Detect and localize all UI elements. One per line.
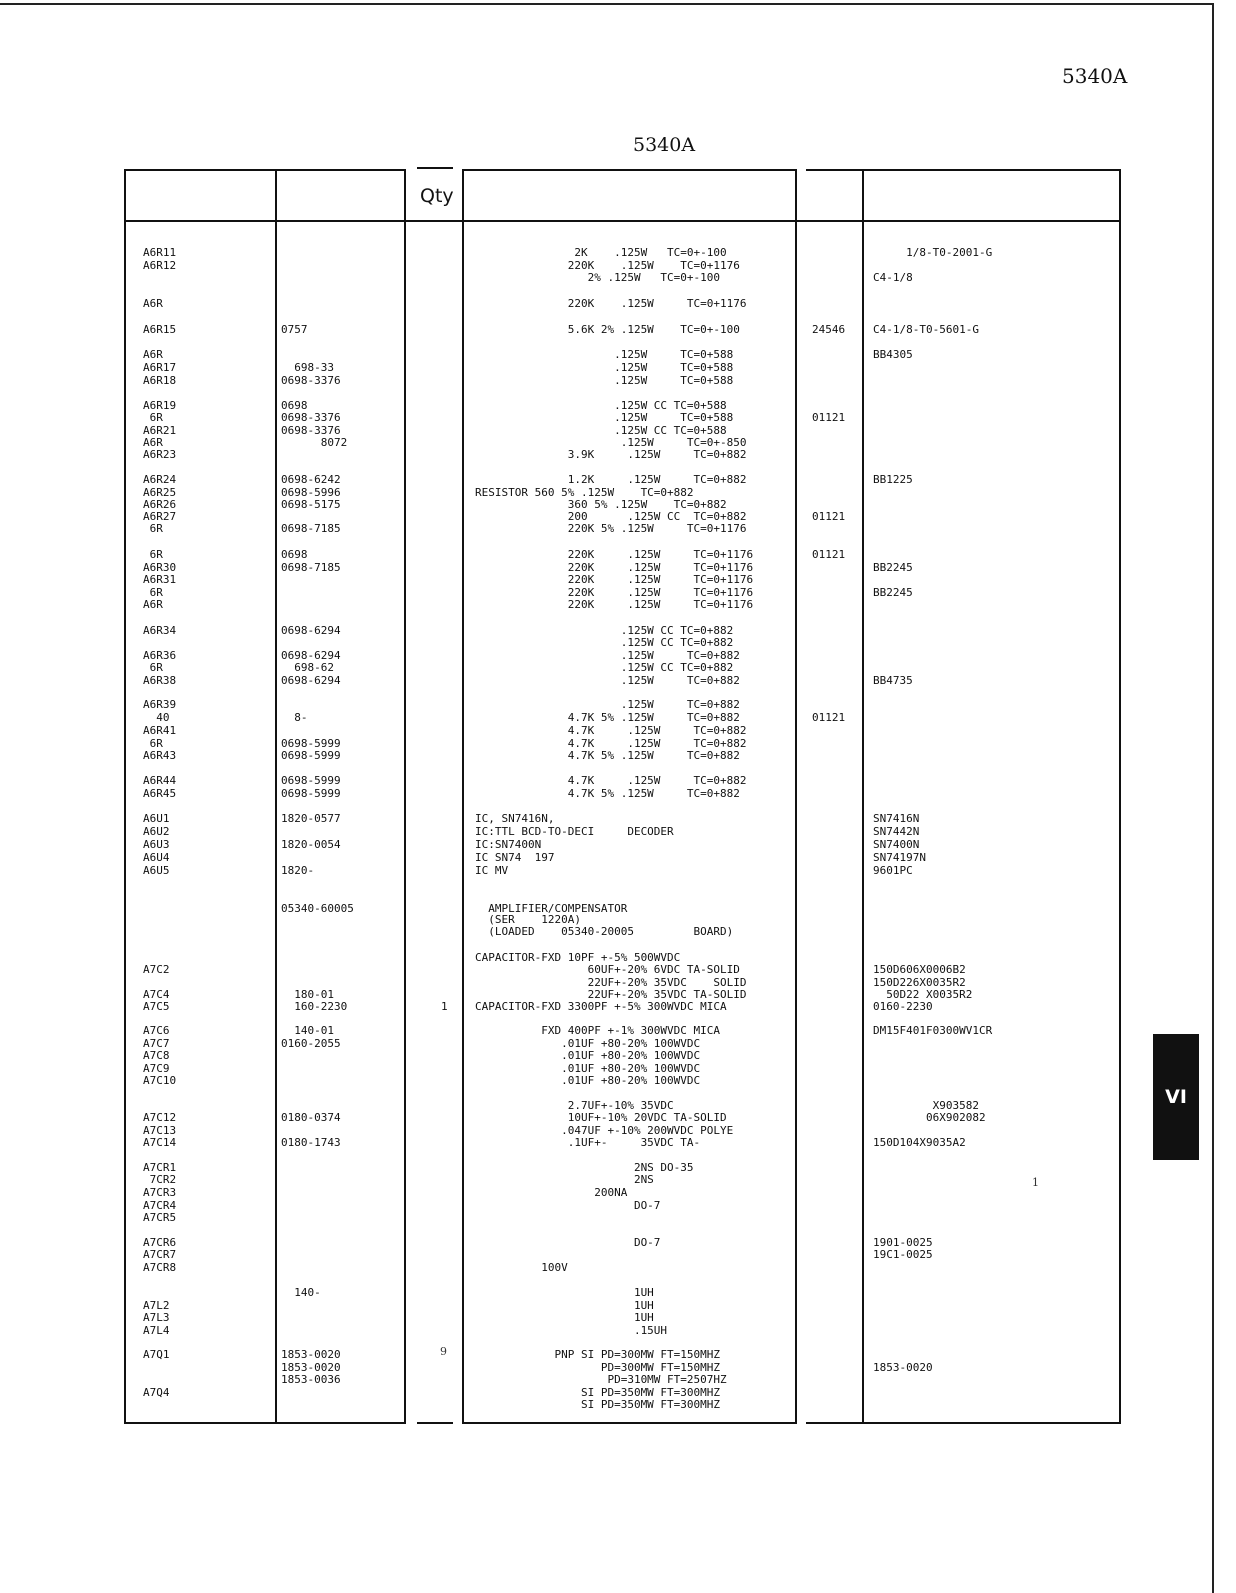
part-number: 0698 [281, 399, 308, 412]
reference-designator: A7C10 [143, 1074, 177, 1087]
reference-designator: A6R41 [143, 724, 177, 737]
manufacturer-part-number: BB4305 [873, 348, 913, 361]
description: .125W TC=0+882 [475, 698, 740, 711]
description: 3.9K .125W TC=0+882 [475, 448, 747, 461]
description: 220K .125W TC=0+1176 [475, 573, 754, 586]
description: .01UF +80-20% 100WVDC [475, 1049, 701, 1062]
table-top-line-desc [463, 169, 795, 171]
reference-designator: A7C13 [143, 1124, 177, 1137]
table-row [0, 1211, 1212, 1224]
part-number: 05340-60005 [281, 902, 354, 915]
manufacturer-part-number: BB2245 [873, 561, 913, 574]
table-row [0, 1024, 1212, 1037]
table-row [0, 271, 1212, 284]
description: (SER 1220A) [475, 913, 581, 926]
reference-designator: A6R11 [143, 246, 177, 259]
reference-designator: A6R39 [143, 698, 177, 711]
description: IC:TTL BCD-TO-DECI DECODER [475, 825, 674, 838]
part-number: 0698-3376 [281, 374, 341, 387]
description: 220K .125W TC=0+1176 [475, 598, 754, 611]
description: .15UH [475, 1324, 668, 1337]
table-row [0, 1111, 1212, 1124]
table-bottom-line-desc [463, 1422, 795, 1424]
part-number: 0180-0374 [281, 1111, 341, 1124]
part-number: 1820- [281, 864, 315, 877]
part-number: 0757 [281, 323, 308, 336]
table-row [0, 548, 1212, 561]
manufacturer-code: 24546 [812, 323, 846, 336]
manufacturer-part-number: 1/8-T0-2001-G [873, 246, 993, 259]
manufacturer-code: 01121 [812, 411, 846, 424]
table-row [0, 1136, 1212, 1149]
table-header-divider [124, 220, 1120, 222]
reference-designator: A7L2 [143, 1299, 170, 1312]
description: IC MV [475, 864, 509, 877]
table-row [0, 323, 1212, 336]
description: 220K .125W TC=0+1176 [475, 586, 754, 599]
reference-designator: A6R [143, 348, 163, 361]
description: SI PD=350MW FT=300MHZ [475, 1386, 721, 1399]
table-bottom-line-left [124, 1422, 404, 1424]
part-number: 160-2230 [281, 1000, 348, 1013]
description: 200 .125W CC TC=0+882 [475, 510, 747, 523]
manufacturer-part-number: SN7416N [873, 812, 920, 825]
description: IC SN74 197 [475, 851, 555, 864]
reference-designator: A7C7 [143, 1037, 170, 1050]
table-bottom-line-right [806, 1422, 1120, 1424]
manufacturer-part-number: SN7442N [873, 825, 920, 838]
description: 4.7K .125W TC=0+882 [475, 737, 747, 750]
reference-designator: A7C6 [143, 1024, 170, 1037]
reference-designator: A6R27 [143, 510, 177, 523]
reference-designator: A6R43 [143, 749, 177, 762]
part-number: 0698-7185 [281, 522, 341, 535]
reference-designator: A6R38 [143, 674, 177, 687]
description: 5.6K 2% .125W TC=0+-100 [475, 323, 740, 336]
description: .125W CC TC=0+882 [475, 661, 734, 674]
description: (LOADED 05340-20005 BOARD) [475, 925, 734, 938]
table-row [0, 1186, 1212, 1199]
description: .125W TC=0+882 [475, 674, 740, 687]
reference-designator: A6R [143, 598, 163, 611]
description: 2% .125W TC=0+-100 [475, 271, 721, 284]
part-number: 1820-0577 [281, 812, 341, 825]
manufacturer-part-number: 1901-0025 [873, 1236, 933, 1249]
reference-designator: A6R24 [143, 473, 177, 486]
description: .01UF +80-20% 100WVDC [475, 1037, 701, 1050]
reference-designator: 7CR2 [143, 1173, 177, 1186]
table-row [0, 774, 1212, 787]
table-row [0, 812, 1212, 825]
page-border-right [1212, 3, 1214, 1593]
manufacturer-part-number: 06X902082 [873, 1111, 986, 1124]
manufacturer-code: 01121 [812, 510, 846, 523]
table-top-line-left [124, 169, 404, 171]
reference-designator: A6R25 [143, 486, 177, 499]
reference-designator: 40 [143, 711, 170, 724]
description: 2NS DO-35 [475, 1161, 694, 1174]
part-number: 140-01 [281, 1024, 334, 1037]
reference-designator: 6R [143, 411, 163, 424]
description: CAPACITOR-FXD 10PF +-5% 500WVDC [475, 951, 681, 964]
table-row [0, 374, 1212, 387]
manufacturer-part-number: X903582 [873, 1099, 979, 1112]
table-row [0, 522, 1212, 535]
description: .125W TC=0+588 [475, 374, 734, 387]
reference-designator: A6R18 [143, 374, 177, 387]
reference-designator: A7CR8 [143, 1261, 177, 1274]
description: .125W TC=0+588 [475, 361, 734, 374]
description: FXD 400PF +-1% 300WVDC MICA [475, 1024, 721, 1037]
reference-designator: A7C9 [143, 1062, 170, 1075]
part-number: 140- [281, 1286, 321, 1299]
manufacturer-part-number: 19C1-0025 [873, 1248, 933, 1261]
reference-designator: A6R31 [143, 573, 177, 586]
part-number: 0698-5999 [281, 749, 341, 762]
description: 360 5% .125W TC=0+882 [475, 498, 727, 511]
part-number: 0698-5175 [281, 498, 341, 511]
part-number: 0180-1743 [281, 1136, 341, 1149]
manufacturer-part-number: BB1225 [873, 473, 913, 486]
reference-designator: 6R [143, 586, 163, 599]
reference-designator: A7C4 [143, 988, 170, 1001]
description: IC, SN7416N, [475, 812, 555, 825]
part-number: 698-62 [281, 661, 334, 674]
table-row [0, 963, 1212, 976]
part-number: 8- [281, 711, 308, 724]
table-row [0, 297, 1212, 310]
table-bottom-line-qty [417, 1422, 453, 1424]
part-number: 0698-6242 [281, 473, 341, 486]
part-number: 0698-5999 [281, 774, 341, 787]
description: 4.7K 5% .125W TC=0+882 [475, 749, 740, 762]
description: 1UH [475, 1286, 654, 1299]
manufacturer-part-number: C4-1/8 [873, 271, 913, 284]
table-row [0, 698, 1212, 711]
reference-designator: 6R [143, 522, 163, 535]
table-row [0, 1248, 1212, 1261]
description: 100V [475, 1261, 568, 1274]
description: DO-7 [475, 1199, 661, 1212]
part-number: 0698-6294 [281, 674, 341, 687]
table-row [0, 1261, 1212, 1274]
table-row [0, 724, 1212, 737]
part-number: 0698-6294 [281, 624, 341, 637]
reference-designator: 6R [143, 661, 163, 674]
table-row [0, 1348, 1212, 1361]
description: 22UF+-20% 35VDC SOLID [475, 976, 747, 989]
description: 10UF+-10% 20VDC TA-SOLID [475, 1111, 727, 1124]
manufacturer-part-number: BB2245 [873, 586, 913, 599]
description: .125W TC=0+882 [475, 649, 740, 662]
table-row [0, 711, 1212, 724]
description: .125W TC=0+588 [475, 411, 734, 424]
description: SI PD=350MW FT=300MHZ [475, 1398, 721, 1411]
reference-designator: A6R45 [143, 787, 177, 800]
description: 4.7K .125W TC=0+882 [475, 774, 747, 787]
part-number: 180-01 [281, 988, 334, 1001]
part-number: 1853-0036 [281, 1373, 341, 1386]
part-number: 0698-6294 [281, 649, 341, 662]
description: 2NS [475, 1173, 654, 1186]
table-row [0, 825, 1212, 838]
description: 2K .125W TC=0+-100 [475, 246, 727, 259]
table-row [0, 864, 1212, 877]
reference-designator: A6U4 [143, 851, 170, 864]
table-row [0, 1074, 1212, 1087]
table-row [0, 1324, 1212, 1337]
part-number: 0698-3376 [281, 411, 341, 424]
table-row [0, 787, 1212, 800]
table-top-line-qty [417, 167, 453, 169]
reference-designator: A6R19 [143, 399, 177, 412]
part-number: 1820-0054 [281, 838, 341, 851]
manufacturer-part-number: 1853-0020 [873, 1361, 933, 1374]
reference-designator: A7CR6 [143, 1236, 177, 1249]
reference-designator: A6U1 [143, 812, 170, 825]
manufacturer-part-number: 0160-2230 [873, 1000, 933, 1013]
table-row [0, 1398, 1212, 1411]
margin-mark-a: 1 [1032, 1176, 1039, 1189]
description: .125W CC TC=0+588 [475, 399, 727, 412]
table-row [0, 361, 1212, 374]
manufacturer-code: 01121 [812, 711, 846, 724]
part-number: 0698-5996 [281, 486, 341, 499]
reference-designator: A7C14 [143, 1136, 177, 1149]
manufacturer-part-number: 150D606X0006B2 [873, 963, 966, 976]
quantity: 1 [441, 1000, 448, 1013]
description: .01UF +80-20% 100WVDC [475, 1062, 701, 1075]
description: .1UF+- 35VDC TA- [475, 1136, 701, 1149]
reference-designator: A7Q1 [143, 1348, 170, 1361]
reference-designator: A7C5 [143, 1000, 170, 1013]
reference-designator: A7L3 [143, 1311, 170, 1324]
description: AMPLIFIER/COMPENSATOR [475, 902, 628, 915]
table-row [0, 411, 1212, 424]
reference-designator: 6R [143, 737, 163, 750]
manufacturer-part-number: SN74197N [873, 851, 926, 864]
description: PD=300MW FT=150MHZ [475, 1361, 721, 1374]
reference-designator: A7C2 [143, 963, 170, 976]
manufacturer-part-number: 9601PC [873, 864, 913, 877]
table-row [0, 246, 1212, 259]
table-row [0, 448, 1212, 461]
description: IC:SN7400N [475, 838, 542, 851]
description: 4.7K 5% .125W TC=0+882 [475, 711, 740, 724]
reference-designator: A6U2 [143, 825, 170, 838]
table-row [0, 1000, 1212, 1013]
table-row [0, 573, 1212, 586]
description: 220K .125W TC=0+1176 [475, 561, 754, 574]
reference-designator: A6R [143, 297, 163, 310]
manufacturer-part-number: DM15F401F0300WV1CR [873, 1024, 993, 1037]
reference-designator: 6R [143, 548, 163, 561]
description: 200NA [475, 1186, 628, 1199]
description: 220K .125W TC=0+1176 [475, 548, 754, 561]
reference-designator: A6R36 [143, 649, 177, 662]
reference-designator: A6R23 [143, 448, 177, 461]
reference-designator: A6R26 [143, 498, 177, 511]
table-row [0, 851, 1212, 864]
part-number: 1853-0020 [281, 1348, 341, 1361]
table-row [0, 636, 1212, 649]
table-row [0, 674, 1212, 687]
description: .125W CC TC=0+588 [475, 424, 727, 437]
table-row [0, 598, 1212, 611]
table-row [0, 1373, 1212, 1386]
reference-designator: A7CR3 [143, 1186, 177, 1199]
part-number: 0698-3376 [281, 424, 341, 437]
description: 60UF+-20% 6VDC TA-SOLID [475, 963, 740, 976]
description: .01UF +80-20% 100WVDC [475, 1074, 701, 1087]
reference-designator: A6R15 [143, 323, 177, 336]
table-row [0, 1286, 1212, 1299]
manufacturer-part-number: BB4735 [873, 674, 913, 687]
table-row [0, 1311, 1212, 1324]
description: 220K 5% .125W TC=0+1176 [475, 522, 747, 535]
part-number: 0698 [281, 548, 308, 561]
part-number: 0698-7185 [281, 561, 341, 574]
reference-designator: A7L4 [143, 1324, 170, 1337]
reference-designator: A6U3 [143, 838, 170, 851]
reference-designator: A7C12 [143, 1111, 177, 1124]
part-number: 0698-5999 [281, 737, 341, 750]
reference-designator: A6R30 [143, 561, 177, 574]
reference-designator: A6R17 [143, 361, 177, 374]
manufacturer-code: 01121 [812, 548, 846, 561]
manufacturer-part-number: C4-1/8-T0-5601-G [873, 323, 979, 336]
page-number: 5340A [1062, 64, 1128, 88]
table-title: 5340A [633, 134, 696, 156]
part-number: 698-33 [281, 361, 334, 374]
description: .125W CC TC=0+882 [475, 636, 734, 649]
manufacturer-part-number: SN7400N [873, 838, 920, 851]
description: 220K .125W TC=0+1176 [475, 297, 747, 310]
reference-designator: A6R12 [143, 259, 177, 272]
description: .125W CC TC=0+882 [475, 624, 734, 637]
description: 2.7UF+-10% 35VDC [475, 1099, 674, 1112]
reference-designator: A6R44 [143, 774, 177, 787]
part-number: 8072 [281, 436, 348, 449]
table-row [0, 1173, 1212, 1186]
table-row [0, 473, 1212, 486]
description: 4.7K 5% .125W TC=0+882 [475, 787, 740, 800]
reference-designator: A6R34 [143, 624, 177, 637]
description: DO-7 [475, 1236, 661, 1249]
manufacturer-part-number: 150D226X0035R2 [873, 976, 966, 989]
description: PD=310MW FT=2507HZ [475, 1373, 727, 1386]
reference-designator: A6R21 [143, 424, 177, 437]
part-number: 0698-5999 [281, 787, 341, 800]
reference-designator: A6R [143, 436, 163, 449]
reference-designator: A6U5 [143, 864, 170, 877]
reference-designator: A7CR7 [143, 1248, 177, 1261]
description: 22UF+-20% 35VDC TA-SOLID [475, 988, 747, 1001]
description: 1UH [475, 1311, 654, 1324]
reference-designator: A7Q4 [143, 1386, 170, 1399]
table-row [0, 348, 1212, 361]
reference-designator: A7CR4 [143, 1199, 177, 1212]
table-row [0, 661, 1212, 674]
manufacturer-part-number: 150D104X9035A2 [873, 1136, 966, 1149]
reference-designator: A7CR1 [143, 1161, 177, 1174]
qty-column-header: Qty [420, 185, 454, 207]
description: CAPACITOR-FXD 3300PF +-5% 300WVDC MICA [475, 1000, 727, 1013]
margin-mark-b: 9 [440, 1345, 447, 1358]
description: 4.7K .125W TC=0+882 [475, 724, 747, 737]
description: 1.2K .125W TC=0+882 [475, 473, 747, 486]
reference-designator: A7CR5 [143, 1211, 177, 1224]
description: .125W TC=0+-850 [475, 436, 747, 449]
table-row [0, 838, 1212, 851]
section-tab: VI [1153, 1034, 1199, 1160]
description: 1UH [475, 1299, 654, 1312]
part-number: 0160-2055 [281, 1037, 341, 1050]
page-border-top [0, 3, 1212, 5]
reference-designator: A7C8 [143, 1049, 170, 1062]
manufacturer-part-number: 50D22 X0035R2 [873, 988, 973, 1001]
description: .047UF +-10% 200WVDC POLYE [475, 1124, 734, 1137]
table-top-line-right [806, 169, 1120, 171]
table-row [0, 749, 1212, 762]
part-number: 1853-0020 [281, 1361, 341, 1374]
table-row [0, 1049, 1212, 1062]
description: 220K .125W TC=0+1176 [475, 259, 740, 272]
table-row [0, 925, 1212, 938]
description: PNP SI PD=300MW FT=150MHZ [475, 1348, 721, 1361]
description: .125W TC=0+588 [475, 348, 734, 361]
description: RESISTOR 560 5% .125W TC=0+882 [475, 486, 694, 499]
